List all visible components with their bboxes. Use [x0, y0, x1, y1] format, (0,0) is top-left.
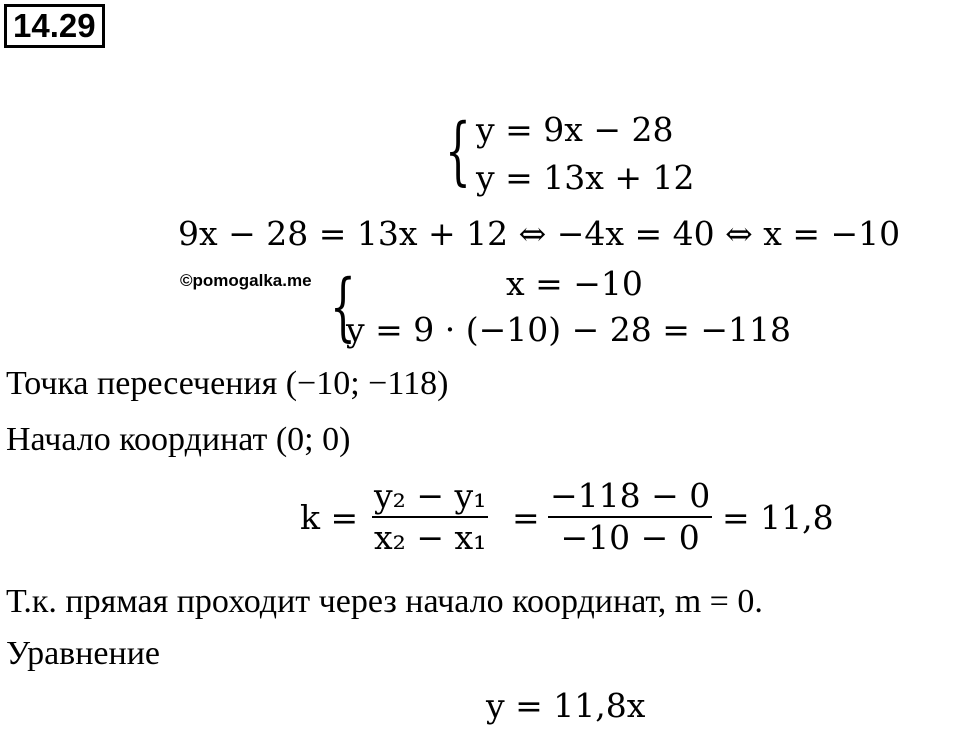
fraction-slope-formula [372, 476, 488, 558]
system2-line2: y = 9 · (−10) − 28 = −118 [346, 310, 792, 349]
slope-equals: = [512, 498, 540, 537]
system-brace-1: { [445, 108, 471, 194]
slope-result: = 11,8 [722, 498, 834, 537]
equation-label: Уравнение [6, 635, 160, 672]
system-brace-2: { [330, 264, 356, 350]
conclusion-text: Т.к. прямая проходит через начало координат, m = 0. [6, 583, 763, 620]
system2-line1: x = −10 [506, 264, 643, 303]
origin-text: Начало координат (0; 0) [6, 421, 351, 458]
final-equation: y = 11,8x [486, 686, 646, 725]
watermark: ©pomogalka.me [180, 271, 312, 290]
intersection-text: Точка пересечения (−10; −118) [6, 365, 449, 402]
fraction2-numerator: −118 − 0 [550, 476, 711, 515]
problem-number: 14.29 [4, 4, 105, 48]
system1-line2: y = 13x + 12 [476, 158, 695, 197]
fraction-slope-values [548, 476, 712, 558]
equation-solve-line: 9x − 28 = 13x + 12 ⇔ −4x = 40 ⇔ x = −10 [178, 214, 901, 253]
fraction1-numerator: y₂ − y₁ [374, 476, 487, 515]
fraction1-denominator: x₂ − x₁ [374, 518, 487, 557]
slope-lhs: k = [300, 498, 359, 537]
system1-line1: y = 9x − 28 [476, 110, 674, 149]
fraction2-denominator: −10 − 0 [560, 518, 700, 557]
